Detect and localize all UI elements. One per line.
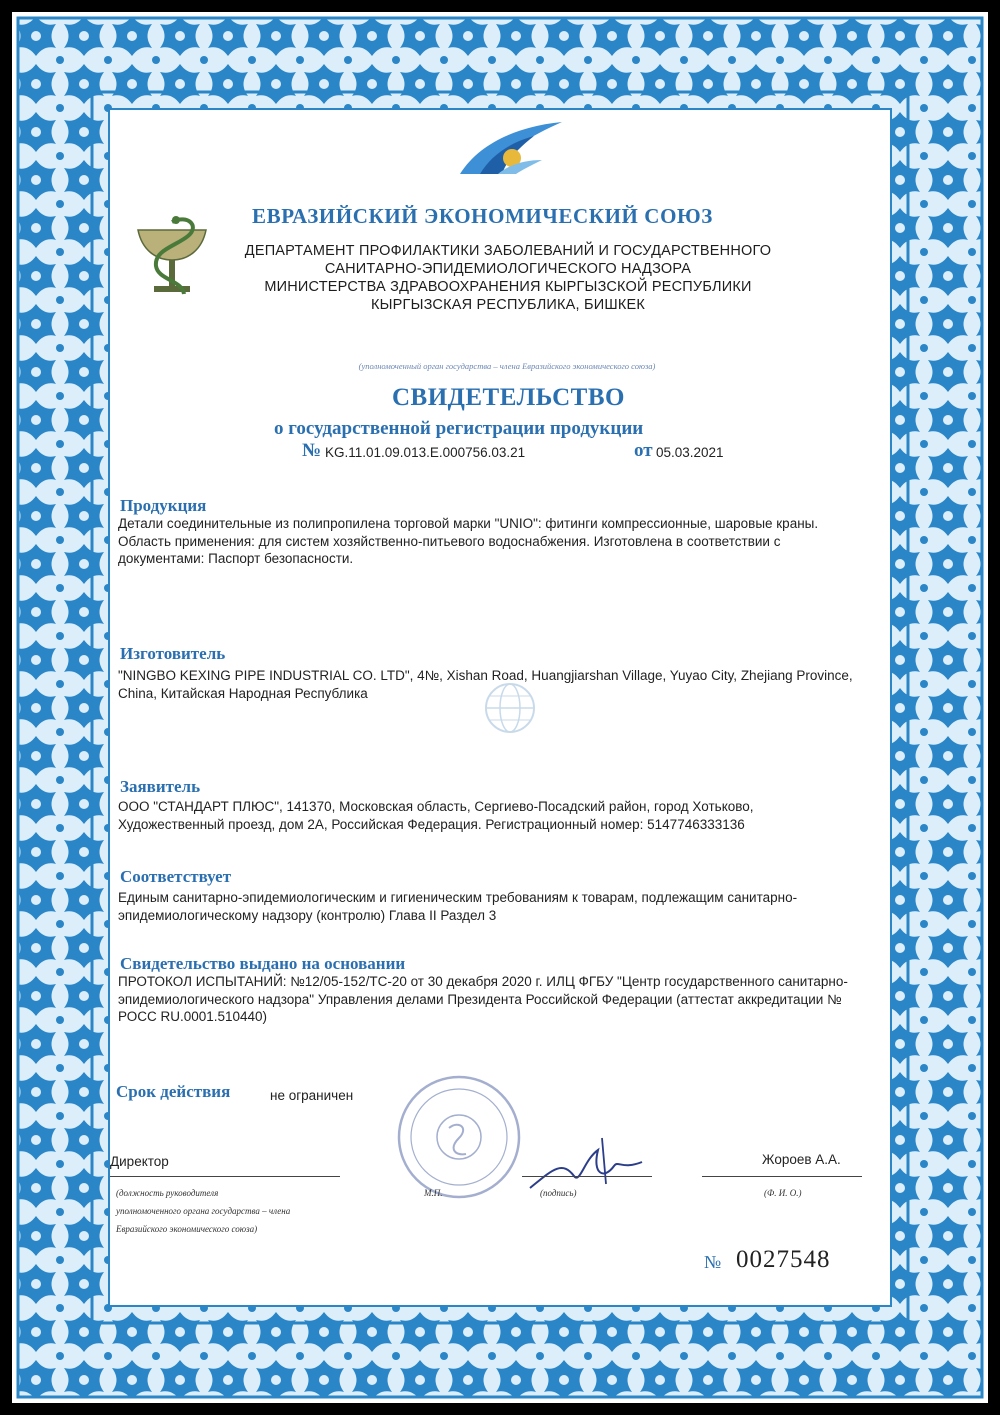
union-name: ЕВРАЗИЙСКИЙ ЭКОНОМИЧЕСКИЙ СОЮЗ [252,204,713,228]
signer-name: Жороев А.А. [762,1152,841,1167]
stamp-label: М.П. [424,1188,443,1198]
number-label: № [302,440,322,461]
section-validity-title: Срок действия [116,1082,231,1101]
position-note-line-3: Евразийского экономического союза) [116,1224,258,1234]
department-line-2: САНИТАРНО-ЭПИДЕМИОЛОГИЧЕСКОГО НАДЗОРА [324,261,692,277]
section-conforms-text: Единым санитарно-эпидемиологическим и гигиеническим требованиям к товарам, подлежащим санитарно-эпидемиологическому надзору (контролю) Глава II Раздел 3 [118,890,798,923]
department-line-4: КЫРГЫЗСКАЯ РЕСПУБЛИКА, БИШКЕК [371,297,645,313]
section-product-title: Продукция [120,496,207,515]
position-note-line-2: уполномоченного органа государства – члена [116,1206,291,1216]
department-line-3: МИНИСТЕРСТВА ЗДРАВООХРАНЕНИЯ КЫРГЫЗСКОЙ РЕСПУБЛИКИ [264,279,752,295]
section-conforms-title: Соответствует [120,867,232,886]
certificate-sheet [12,12,988,1403]
certificate-title: СВИДЕТЕЛЬСТВО [392,384,625,411]
blank-number-label: № [704,1252,722,1272]
name-note: (Ф. И. О.) [764,1188,802,1198]
signature-underline [522,1176,652,1177]
date-label: от [634,440,653,461]
section-basis-title: Свидетельство выдано на основании [120,954,406,973]
certificate-date: 05.03.2021 [656,445,724,460]
certificate-number: KG.11.01.09.013.E.000756.03.21 [325,445,526,460]
section-product-text: Детали соединительные из полипропилена торговой марки "UNIO": фитинги компрессионные, шаровые краны. Область применения: для систем хозяйственно-питьевого водоснабжения. Изготовлена в соответствии с документами: Паспорт безопасности. [118,516,819,567]
department-line-1: ДЕПАРТАМЕНТ ПРОФИЛАКТИКИ ЗАБОЛЕВАНИЙ И ГОСУДАРСТВЕННОГО [244,243,772,259]
eaeu-logo [450,112,570,182]
signer-position: Директор [110,1154,169,1169]
signature-note: (подпись) [540,1188,577,1198]
validity-value: не ограничен [270,1088,354,1103]
official-stamp [394,1072,524,1202]
section-applicant-text: ООО "СТАНДАРТ ПЛЮС", 141370, Московская область, Сергиево-Посадский район, город Хотьково, Художественный проезд, дом 2А, Российская Федерация. Регистрационный номер: 5147746333136 [118,799,754,832]
certificate-subtitle: о государственной регистрации продукции [274,418,644,439]
section-manufacturer-text: "NINGBO KEXING PIPE INDUSTRIAL CO. LTD", 4№, Xishan Road, Huangjiarshan Village, Yuyao City, Zhejiang Province, China, Китайская Народная Республика [118,668,853,701]
position-note-line-1: (должность руководителя [116,1188,219,1198]
section-basis-text: ПРОТОКОЛ ИСПЫТАНИЙ: №12/05-152/ТС-20 от 30 декабря 2020 г. ИЛЦ ФГБУ "Центр государственного санитарно-эпидемиологического надзора" Управления делами Президента Российской Федерации (аттестат аккредитации № РОСС RU.0001.510440) [118,974,848,1025]
name-underline [702,1176,862,1177]
section-manufacturer-title: Изготовитель [120,644,226,663]
position-underline [110,1176,340,1177]
blank-number: 0027548 [736,1246,831,1273]
section-applicant-title: Заявитель [120,777,201,796]
globe-watermark-icon [482,680,538,736]
authority-note: (уполномоченный орган государства – члена Евразийского экономического союза) [358,361,656,371]
